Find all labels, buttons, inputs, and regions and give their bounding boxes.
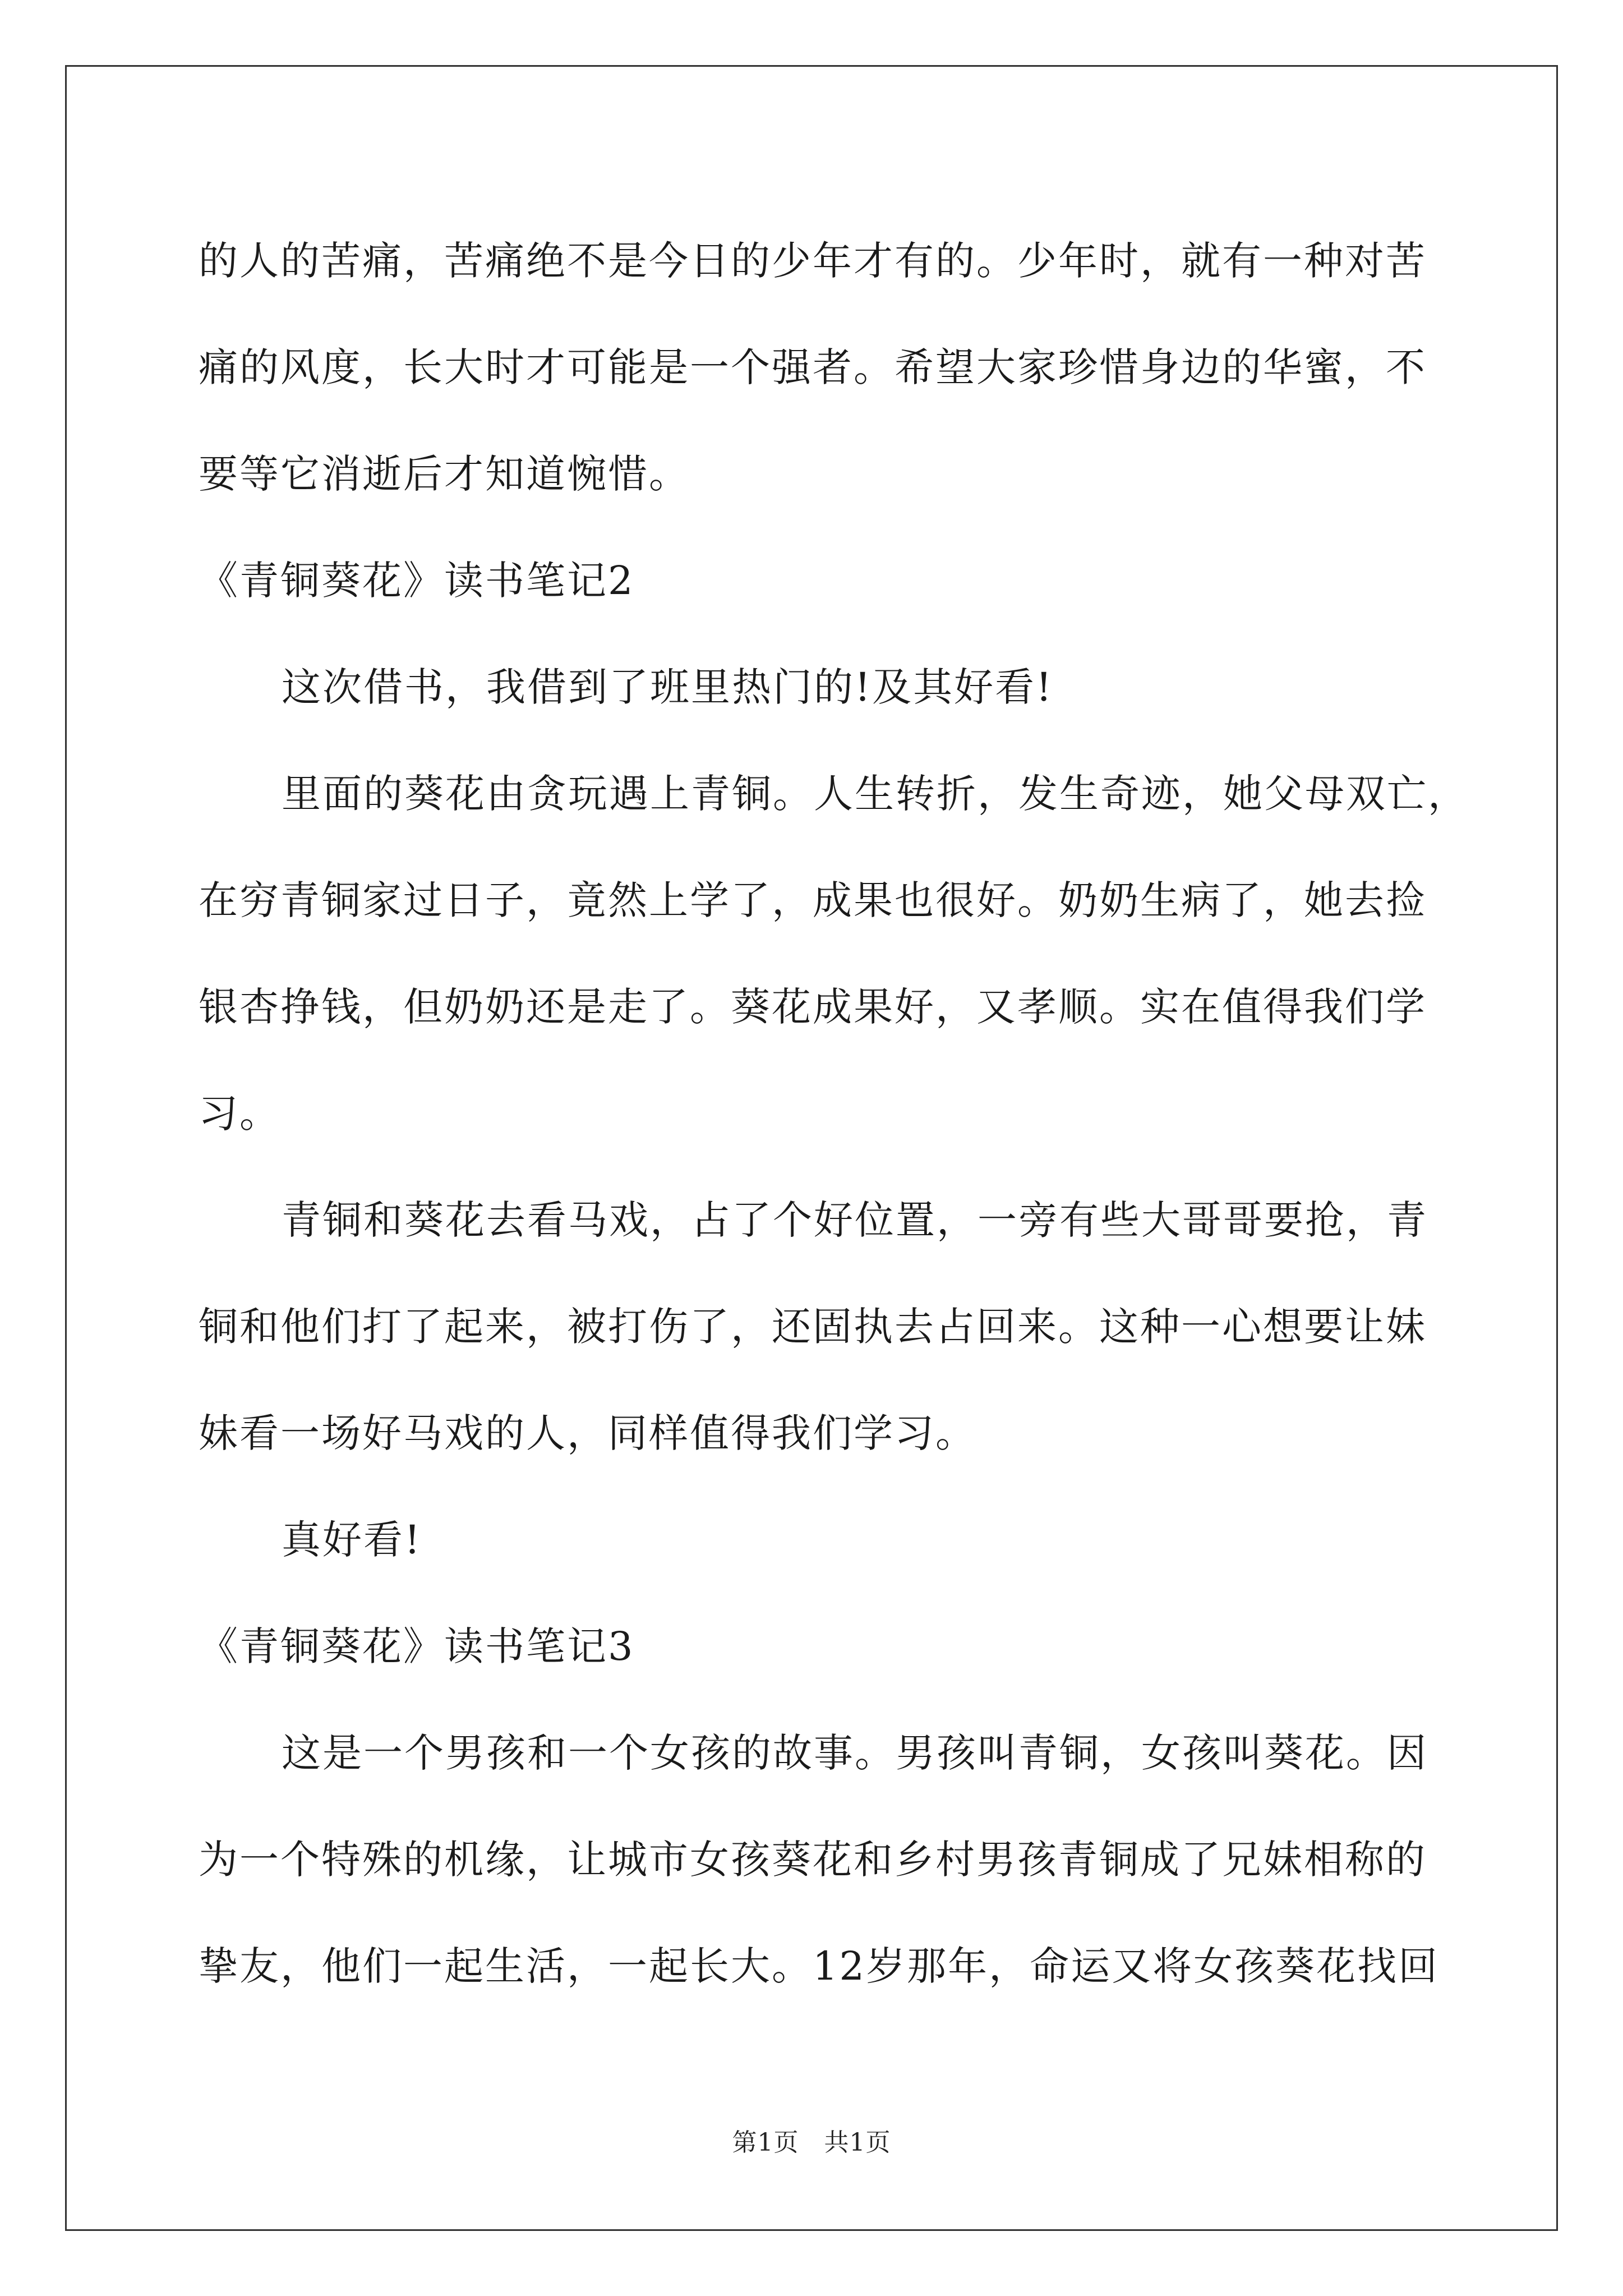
text-line-6: 里面的葵花由贪玩遇上青铜。人生转折，发生奇迹，她父母双亡， [282, 771, 1469, 817]
page-footer: 第1页 共1页 [732, 2128, 891, 2157]
text-line-5: 这次借书，我借到了班里热门的!及其好看! [282, 664, 1054, 710]
text-line-9: 习。 [199, 1091, 280, 1137]
text-line-15: 这是一个男孩和一个女孩的故事。男孩叫青铜，女孩叫葵花。因 [282, 1730, 1428, 1776]
section-heading-3: 《青铜葵花》读书笔记3 [199, 1623, 635, 1669]
text-line-11: 铜和他们打了起来，被打伤了，还固执去占回来。这种一心想要让妹 [199, 1304, 1427, 1350]
text-line-2: 痛的风度，长大时才可能是一个强者。希望大家珍惜身边的华蜜，不 [199, 344, 1427, 390]
text-line-17: 挚友，他们一起生活，一起长大。12岁那年，命运又将女孩葵花找回 [199, 1943, 1440, 1989]
document-body [199, 208, 1469, 2019]
text-line-3: 要等它消逝后才知道惋惜。 [199, 451, 690, 497]
text-line-16: 为一个特殊的机缘，让城市女孩葵花和乡村男孩青铜成了兄妹相称的 [199, 1837, 1427, 1883]
section-heading-2: 《青铜葵花》读书笔记2 [199, 558, 635, 604]
text-line-10: 青铜和葵花去看马戏，占了个好位置，一旁有些大哥哥要抢，青 [282, 1197, 1428, 1243]
text-line-8: 银杏挣钱，但奶奶还是走了。葵花成果好，又孝顺。实在值得我们学 [199, 984, 1427, 1030]
text-line-1: 的人的苦痛，苦痛绝不是今日的少年才有的。少年时，就有一种对苦 [199, 238, 1427, 284]
text-line-13: 真好看! [282, 1517, 422, 1563]
text-line-7: 在穷青铜家过日子，竟然上学了，成果也很好。奶奶生病了，她去捡 [199, 877, 1427, 923]
text-line-12: 妹看一场好马戏的人，同样值得我们学习。 [199, 1410, 976, 1456]
